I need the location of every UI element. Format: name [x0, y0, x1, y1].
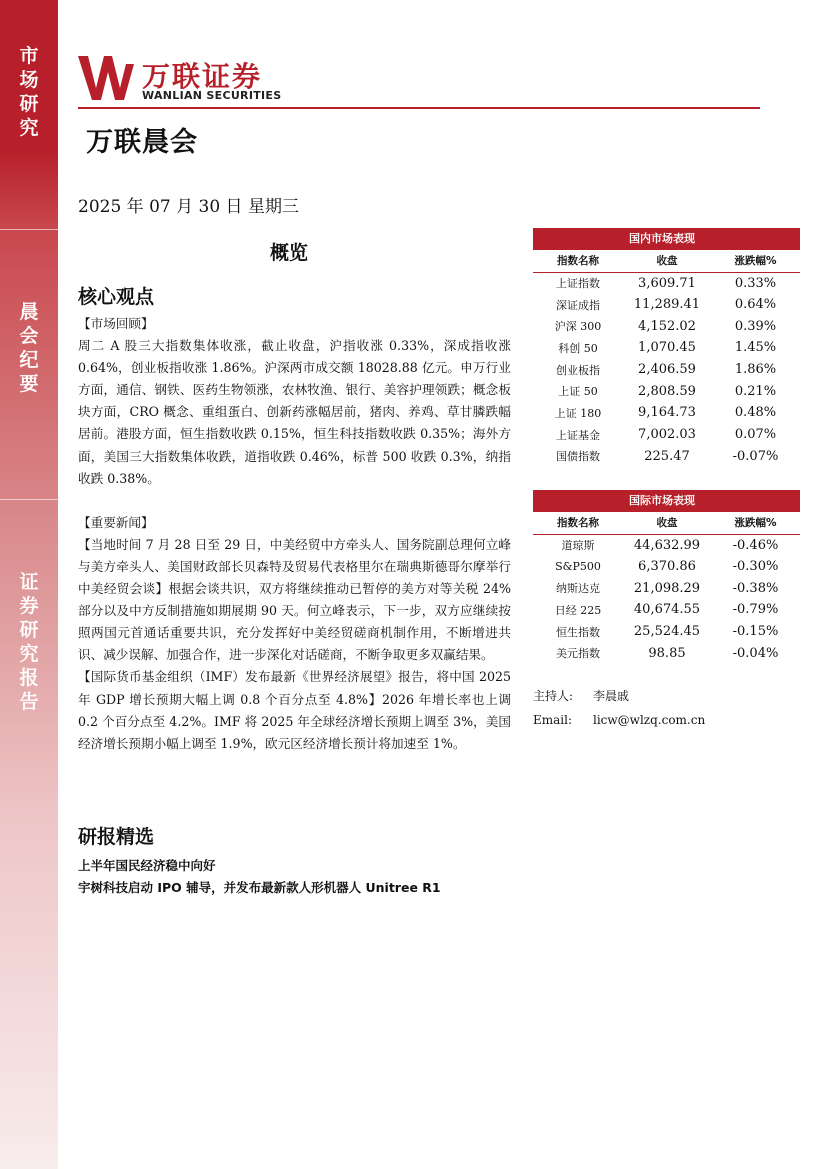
change-value: 0.64%: [734, 297, 777, 313]
sidebar-char: 晨: [19, 301, 39, 323]
close-value: 225.47: [644, 448, 690, 464]
close-value: 7,002.03: [638, 427, 696, 443]
index-name: 纳斯达克: [556, 582, 600, 596]
change-value: -0.15%: [732, 624, 779, 640]
index-name: 美元指数: [556, 647, 600, 661]
index-name: S&P500: [555, 560, 601, 574]
index-name: 恒生指数: [556, 625, 600, 639]
close-value: 44,632.99: [633, 537, 701, 553]
table-row: [533, 599, 800, 621]
index-name: 上证基金: [556, 428, 600, 442]
close-value: 9,164.73: [638, 405, 696, 421]
sidebar-char: 券: [19, 595, 39, 617]
change-value: -0.38%: [732, 580, 779, 596]
index-name: 国债指数: [556, 450, 600, 464]
close-value: 11,289.41: [633, 297, 701, 313]
column-header: 收盘: [623, 250, 711, 272]
sidebar-char: 究: [19, 117, 39, 139]
sidebar-char: 研: [19, 93, 39, 115]
report-date: 2025 年 07 月 30 日 星期三: [78, 197, 299, 217]
sidebar-char: 会: [19, 325, 39, 347]
domestic-market-table: [533, 228, 800, 467]
table-caption: 国际市场表现: [533, 490, 800, 512]
column-header: 收盘: [623, 512, 711, 534]
table-caption: 国内市场表现: [533, 228, 800, 250]
research-item[interactable]: 宇树科技启动 IPO 辅导，并发布最新款人形机器人 Unitree R1: [78, 880, 441, 895]
research-list: [78, 855, 441, 899]
change-value: -0.07%: [732, 448, 779, 464]
sidebar-char: 究: [19, 643, 39, 665]
sidebar-char: 证: [19, 571, 39, 593]
index-name: 上证指数: [556, 277, 600, 291]
sidebar-char: 市: [19, 45, 39, 67]
market-review-tag: 【市场回顾】: [78, 316, 154, 331]
table-row: [533, 380, 800, 402]
sidebar-char: 纪: [19, 349, 39, 371]
host-label: 主持人:: [533, 689, 574, 703]
column-header: 指数名称: [533, 512, 623, 534]
email-link[interactable]: licw@wlzq.com.cn: [593, 713, 706, 727]
close-value: 21,098.29: [633, 580, 701, 596]
index-name: 科创 50: [558, 341, 598, 355]
international-market-table: [533, 490, 800, 664]
news-item: 【国际货币基金组织（IMF）发布最新《世界经济展望》报告，将中国 2025 年 GDP 增长预期大幅上调 0.8 个百分点至 4.8%】2026 年增长率也上调 0.2 个百分点至 4.2%。IMF 将 2025 年全球经济增长预期上调至 3%，美国经济增长预期小幅上调至 1.9%，欧元区经济增长预计将加速至 1%。: [78, 669, 511, 751]
table-row: [533, 337, 800, 359]
change-value: 0.33%: [734, 275, 777, 291]
close-value: 98.85: [648, 645, 686, 661]
host-info: [533, 684, 705, 732]
close-value: 40,674.55: [633, 602, 701, 618]
sidebar-char: 要: [19, 373, 39, 395]
index-name: 道琼斯: [561, 539, 595, 553]
host-name: 李晨戚: [593, 689, 630, 703]
sidebar-label-securities-report: [0, 570, 58, 714]
close-value: 3,609.71: [638, 275, 696, 291]
sidebar-char: 报: [19, 667, 39, 689]
sidebar: [0, 0, 58, 1169]
table-row: [533, 272, 800, 294]
change-value: 0.48%: [734, 405, 777, 421]
change-value: 0.21%: [734, 383, 777, 399]
table-row: [533, 402, 800, 424]
email-label: Email:: [533, 713, 573, 727]
table-row: [533, 294, 800, 316]
change-value: 0.39%: [734, 318, 777, 334]
change-value: -0.79%: [732, 602, 779, 618]
table-row: [533, 577, 800, 599]
table-row: [533, 315, 800, 337]
table-row: [533, 621, 800, 643]
column-header: 指数名称: [533, 250, 623, 272]
logo-text-cn: 万联证券: [142, 60, 263, 93]
sidebar-char: 场: [19, 69, 39, 91]
sidebar-char: 告: [19, 691, 39, 713]
close-value: 6,370.86: [638, 559, 696, 575]
change-value: 1.86%: [734, 362, 777, 378]
table-row: [533, 534, 800, 556]
change-value: -0.46%: [732, 537, 779, 553]
logo-text-en: WANLIAN SECURITIES: [142, 89, 282, 102]
close-value: 25,524.45: [633, 624, 701, 640]
close-value: 2,808.59: [638, 383, 696, 399]
index-name: 日经 225: [554, 603, 602, 617]
core-heading: 核心观点: [78, 286, 155, 308]
page-title: 万联晨会: [86, 127, 198, 158]
table-row: [533, 359, 800, 381]
change-value: -0.04%: [732, 645, 779, 661]
sidebar-char: 研: [19, 619, 39, 641]
news-item: 【当地时间 7 月 28 日至 29 日，中美经贸中方牵头人、国务院副总理何立峰与美方牵头人、美国财政部长贝森特及贸易代表格里尔在瑞典斯德哥尔摩举行中美经贸会谈】根据会谈共识，双方将继续推动已暂停的美方对等关税 24%部分以及中方反制措施如期展期 90 天。何立峰表示，下一步，双方应继续按照两国元首通话重要共识，充分发挥好中美经贸磋商机制作用，不断增进共识、减少误解、加强合作，进一步深化对话磋商，不断争取更多双赢结果。: [78, 536, 511, 663]
overview-heading: 概览: [270, 242, 309, 264]
table-row: [533, 556, 800, 578]
core-body: [78, 313, 511, 755]
header-divider: [78, 107, 760, 109]
index-name: 上证 180: [554, 406, 602, 420]
index-name: 沪深 300: [554, 320, 602, 334]
news-tag: 【重要新闻】: [78, 514, 154, 530]
research-heading: 研报精选: [78, 826, 155, 848]
close-value: 4,152.02: [638, 318, 696, 334]
index-name: 深证成指: [556, 298, 600, 312]
market-review-text: 周二 A 股三大指数集体收涨，截止收盘，沪指收涨 0.33%，深成指收涨 0.64%，创业板指收涨 1.86%。沪深两市成交额 18028.88 亿元。申万行业方面，通信、钢铁、医药生物领涨，农林牧渔、银行、美容护理领跌；概念板块方面，CRO 概念、重组蛋白、创新药涨幅居前，猪肉、养鸡、草甘膦跌幅居前。港股方面，恒生指数收跌 0.15%，恒生科技指数收跌 0.35%；海外方面，美国三大指数集体收跌，道指收跌 0.46%，标普 500 收跌 0.3%，纳指收跌 0.38%。: [78, 338, 511, 486]
index-name: 上证 50: [558, 385, 598, 399]
research-item[interactable]: 上半年国民经济稳中向好: [78, 858, 216, 873]
close-value: 2,406.59: [638, 362, 696, 378]
sidebar-divider: [0, 0, 58, 500]
close-value: 1,070.45: [638, 340, 696, 356]
index-name: 创业板指: [556, 363, 600, 377]
table-row: [533, 424, 800, 446]
column-header: 涨跌幅%: [711, 512, 800, 534]
column-header: 涨跌幅%: [711, 250, 800, 272]
change-value: -0.30%: [732, 559, 779, 575]
table-row: [533, 446, 800, 468]
company-logo-icon: [78, 54, 134, 102]
change-value: 1.45%: [734, 340, 777, 356]
change-value: 0.07%: [734, 427, 777, 443]
table-row: [533, 642, 800, 664]
